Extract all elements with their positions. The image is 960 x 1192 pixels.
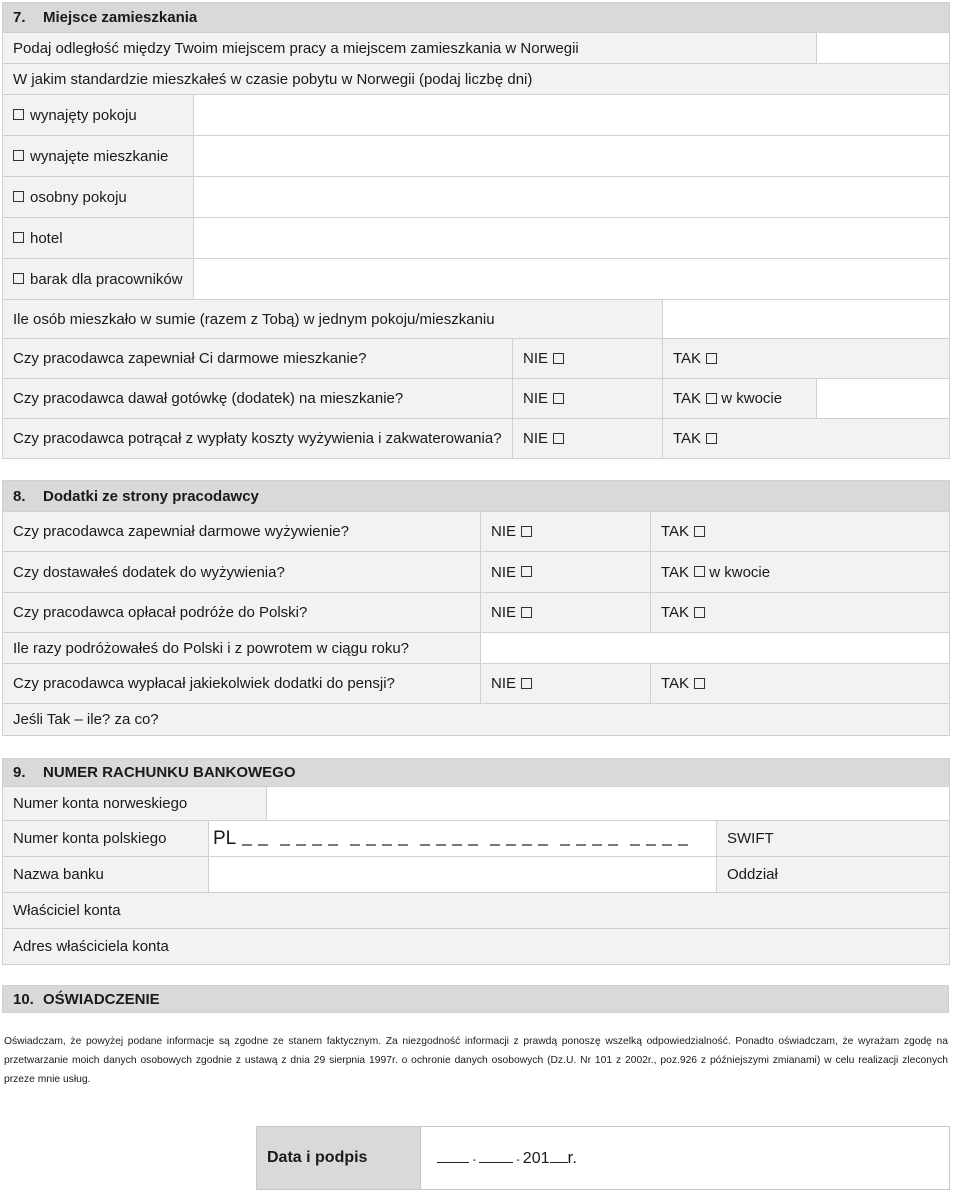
nie-label: NIE	[523, 430, 549, 447]
nie-option[interactable]	[481, 664, 651, 704]
checkbox-icon[interactable]	[13, 109, 24, 120]
tak-option[interactable]	[663, 419, 950, 459]
nie-label: NIE	[491, 563, 517, 581]
checkbox-icon[interactable]	[694, 678, 705, 689]
owner-label: Właściciel konta	[3, 893, 950, 929]
section-number: 9.	[13, 764, 26, 781]
tak-label: TAK	[661, 563, 690, 581]
checkbox-icon[interactable]	[521, 526, 532, 537]
option-label: wynajęte mieszkanie	[30, 147, 169, 165]
tak-label: TAK	[661, 604, 690, 621]
section-8-table	[2, 480, 950, 736]
option-label: wynajęty pokoju	[30, 106, 137, 124]
trips-row	[3, 633, 950, 664]
option-row	[3, 136, 950, 177]
pl-account-row	[3, 821, 950, 857]
distance-row	[3, 33, 950, 64]
signature-label: Data i podpis	[257, 1127, 421, 1190]
section-9-table	[2, 758, 950, 965]
amount-label: w kwocie	[709, 563, 771, 581]
statement-text: Oświadczam, że powyżej podane informacje są zgodne ze stanem faktycznym. Za niezgodność informacji z prawdą ponoszę wszelką odpowiedzialność. Ponadto oświadczam, że wyrażam zgodę na przetwarzanie moich danych osobowych zgodnie z ustawą z dnia 29 sierpnia 1997r. o ochronie danych osobowych (Dz.U. Nr 101 z 2002r., poz.926 z późniejszymi zmianami) w celu realizacji zleconych przeze mnie usług.	[4, 1036, 948, 1085]
month-line[interactable]	[479, 1148, 513, 1163]
tak-label: TAK	[673, 390, 702, 407]
option-osobny-pokoj[interactable]	[3, 177, 194, 218]
cash-label: Czy pracodawca dawał gotówkę (dodatek) na mieszkanie?	[3, 379, 513, 419]
section-7-table	[2, 2, 950, 459]
travel-row	[3, 593, 950, 633]
section-title: Miejsce zamieszkania	[43, 9, 198, 26]
section-10-table	[2, 985, 949, 1013]
checkbox-icon[interactable]	[13, 191, 24, 202]
tak-label: TAK	[673, 430, 702, 447]
signature-table	[256, 1126, 950, 1190]
tak-option[interactable]	[651, 593, 950, 633]
nor-account-label: Numer konta norweskiego	[3, 787, 267, 821]
distance-label: Podaj odległość między Twoim miejscem pracy a miejscem zamieszkania w Norwegii	[3, 33, 817, 64]
standard-row	[3, 64, 950, 95]
nie-option[interactable]	[481, 593, 651, 633]
bank-row	[3, 857, 950, 893]
year-suffix: r.	[567, 1148, 577, 1167]
nie-option[interactable]	[513, 339, 663, 379]
nie-option[interactable]	[513, 379, 663, 419]
year-prefix: 201	[522, 1150, 550, 1167]
option-label: hotel	[30, 229, 63, 247]
checkbox-icon[interactable]	[13, 232, 24, 243]
tak-option[interactable]	[651, 552, 950, 593]
tak-option[interactable]	[663, 379, 817, 419]
checkbox-icon[interactable]	[521, 566, 532, 577]
if-yes-label: Jeśli Tak – ile? za co?	[3, 704, 950, 736]
section-number: 7.	[13, 9, 26, 26]
days-input[interactable]	[194, 259, 950, 300]
days-input[interactable]	[194, 177, 950, 218]
extra-label: Czy pracodawca wypłacał jakiekolwiek dodatki do pensji?	[3, 664, 481, 704]
checkbox-icon[interactable]	[13, 150, 24, 161]
food-allow-row	[3, 552, 950, 593]
option-label: osobny pokoju	[30, 188, 127, 206]
pl-account-label: Numer konta polskiego	[3, 821, 209, 857]
checkbox-icon[interactable]	[13, 273, 24, 284]
option-wynajete-mieszkanie[interactable]	[3, 136, 194, 177]
bank-label: Nazwa banku	[3, 857, 209, 893]
tak-label: TAK	[661, 523, 690, 540]
free-housing-label: Czy pracodawca zapewniał Ci darmowe mieszkanie?	[3, 339, 513, 379]
tak-option[interactable]	[651, 664, 950, 704]
option-wynajety-pokoj[interactable]	[3, 95, 194, 136]
trips-input[interactable]	[481, 633, 950, 664]
if-yes-row	[3, 704, 950, 736]
travel-label: Czy pracodawca opłacał podróże do Polski?	[3, 593, 481, 633]
section-10-header	[3, 986, 949, 1013]
checkbox-icon[interactable]	[706, 393, 717, 404]
standard-label: W jakim standardzie mieszkałeś w czasie pobytu w Norwegii (podaj liczbę dni)	[3, 64, 950, 95]
option-hotel[interactable]	[3, 218, 194, 259]
nie-option[interactable]	[513, 419, 663, 459]
section-number: 10.	[13, 990, 34, 1008]
checkbox-icon[interactable]	[706, 433, 717, 444]
owner-row	[3, 893, 950, 929]
nor-account-row	[3, 787, 950, 821]
food-allow-label: Czy dostawałeś dodatek do wyżywienia?	[3, 552, 481, 593]
persons-label: Ile osób mieszkało w sumie (razem z Tobą) w jednym pokoju/mieszkaniu	[3, 300, 663, 339]
section-8-header	[3, 481, 950, 512]
nie-option[interactable]	[481, 512, 651, 552]
date-dash: -	[516, 1154, 520, 1166]
account-digit-lines	[240, 831, 710, 847]
extra-row	[3, 664, 950, 704]
tak-label: TAK	[661, 675, 690, 692]
date-dash: -	[472, 1154, 477, 1166]
option-row	[3, 95, 950, 136]
option-row	[3, 177, 950, 218]
section-7-header	[3, 3, 950, 33]
checkbox-icon[interactable]	[553, 353, 564, 364]
amount-input[interactable]	[817, 379, 950, 419]
option-label: barak dla pracowników	[30, 270, 183, 288]
nie-label: NIE	[491, 675, 517, 692]
checkbox-icon[interactable]	[694, 607, 705, 618]
amount-label: w kwocie	[721, 390, 783, 407]
branch-cell[interactable]	[717, 857, 950, 893]
trips-label: Ile razy podróżowałeś do Polski i z powrotem w ciągu roku?	[3, 633, 481, 664]
option-row	[3, 259, 950, 300]
deduct-row	[3, 419, 950, 459]
owner-addr-label: Adres właściciela konta	[3, 929, 950, 965]
checkbox-icon[interactable]	[553, 393, 564, 404]
pl-account-input[interactable]	[209, 821, 717, 857]
nie-label: NIE	[523, 350, 549, 367]
nie-label: NIE	[491, 523, 517, 540]
days-input[interactable]	[194, 95, 950, 136]
option-row	[3, 218, 950, 259]
persons-input[interactable]	[663, 300, 950, 339]
tak-option[interactable]	[651, 512, 950, 552]
food-label: Czy pracodawca zapewniał darmowe wyżywienie?	[3, 512, 481, 552]
section-title: Dodatki ze strony pracodawcy	[43, 487, 259, 505]
swift-cell[interactable]	[717, 821, 950, 857]
days-input[interactable]	[194, 136, 950, 177]
checkbox-icon[interactable]	[521, 678, 532, 689]
nie-label: NIE	[523, 390, 549, 407]
checkbox-icon[interactable]	[553, 433, 564, 444]
signature-date-field[interactable]	[421, 1127, 950, 1190]
nor-account-input[interactable]	[267, 787, 950, 821]
bank-input[interactable]	[209, 857, 717, 893]
option-barak[interactable]	[3, 259, 194, 300]
section-number: 8.	[13, 487, 26, 505]
tak-option[interactable]	[663, 339, 950, 379]
checkbox-icon[interactable]	[694, 566, 705, 577]
branch-label: Oddział	[727, 866, 778, 883]
owner-addr-row	[3, 929, 950, 965]
section-9-header	[3, 759, 950, 787]
nie-option[interactable]	[481, 552, 651, 593]
checkbox-icon[interactable]	[521, 607, 532, 618]
checkbox-icon[interactable]	[694, 526, 705, 537]
deduct-label: Czy pracodawca potrącał z wypłaty koszty wyżywienia i zakwaterowania?	[3, 419, 513, 459]
section-title: NUMER RACHUNKU BANKOWEGO	[43, 764, 296, 781]
food-row	[3, 512, 950, 552]
days-input[interactable]	[194, 218, 950, 259]
swift-label: SWIFT	[727, 830, 774, 847]
pl-prefix: PL	[213, 827, 237, 849]
tak-label: TAK	[673, 350, 702, 367]
year-line[interactable]	[550, 1148, 568, 1163]
distance-input[interactable]	[817, 33, 950, 64]
free-housing-row	[3, 339, 950, 379]
day-line[interactable]	[437, 1148, 469, 1163]
persons-row	[3, 300, 950, 339]
cash-row	[3, 379, 950, 419]
checkbox-icon[interactable]	[706, 353, 717, 364]
nie-label: NIE	[491, 604, 517, 621]
section-title: OŚWIADCZENIE	[43, 990, 160, 1008]
